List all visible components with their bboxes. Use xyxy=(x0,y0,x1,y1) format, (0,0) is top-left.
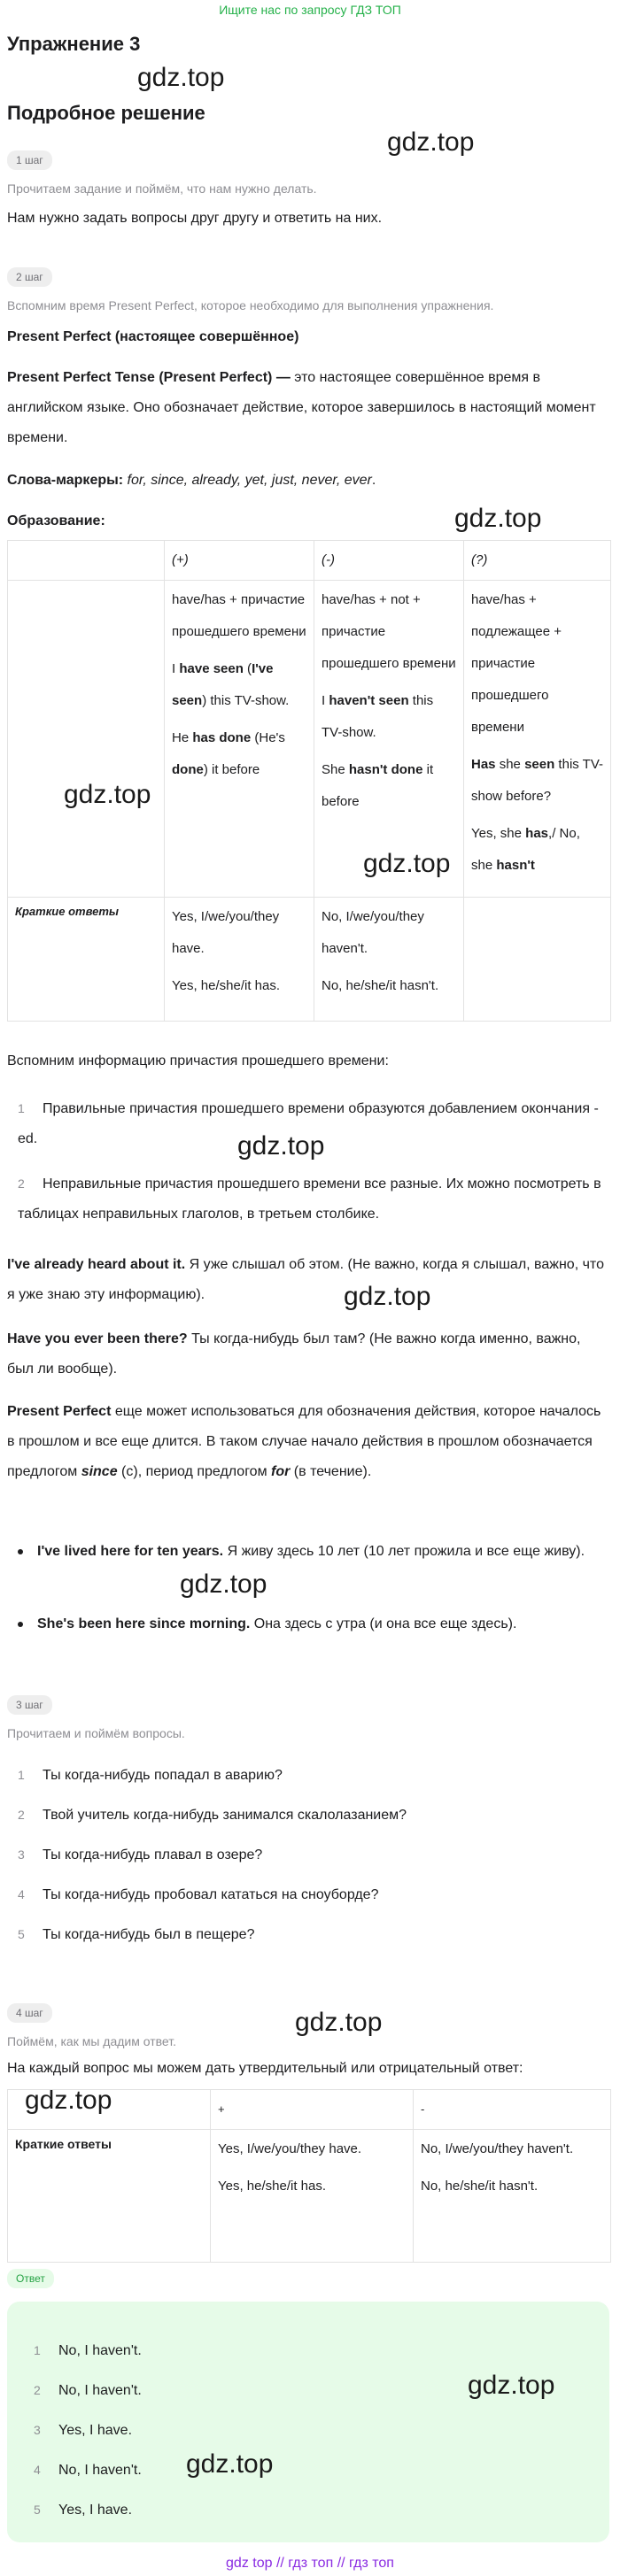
step-badge: 4 шаг xyxy=(7,2003,52,2023)
bullet-item: I've lived here for ten years. Я живу здесь 10 лет (10 лет прожила и все еще живу). xyxy=(18,1537,602,1567)
short-answer: No, I/we/you/they haven't. xyxy=(421,2141,574,2156)
bullet-dot xyxy=(18,1549,23,1554)
definition-paragraph xyxy=(7,363,609,453)
watermark: gdz.top xyxy=(64,780,151,809)
term: Present Perfect Tense (Present Perfect) — xyxy=(7,370,291,385)
answer-item: 4 No, I haven't. xyxy=(34,2463,142,2478)
markers-list: for, since, already, yet, just, never, ever xyxy=(123,473,372,488)
short-answer: Yes, he/she/it has. xyxy=(172,978,281,993)
list-number: 2 xyxy=(18,1176,25,1191)
watermark: gdz.top xyxy=(468,2371,555,2400)
header-positive: (+) xyxy=(165,541,314,581)
short-answers-label: Краткие ответы xyxy=(8,2130,211,2263)
negative-example: She hasn't done it before xyxy=(322,762,434,809)
header-negative: - xyxy=(414,2090,611,2130)
short-answer: No, he/she/it hasn't. xyxy=(322,978,439,993)
short-positive-cell xyxy=(211,2130,414,2263)
short-answer: Yes, he/she/it has. xyxy=(218,2179,327,2194)
question-item: 5 Ты когда-нибудь был в пещере? xyxy=(18,1927,255,1942)
table-cell xyxy=(8,2090,211,2130)
step-hint: Вспомним время Present Perfect, которое необходимо для выполнения упражнения. xyxy=(7,298,494,312)
short-negative-cell xyxy=(414,2130,611,2263)
short-answers-table xyxy=(7,2089,611,2263)
answer-badge: Ответ xyxy=(7,2269,54,2288)
example-paragraph: I've already heard about it. Я уже слышал об этом. (Не важно, когда я слышал, важно, что я уже знаю эту информацию). xyxy=(7,1257,604,1302)
answer-item: 5 Yes, I have. xyxy=(34,2503,133,2518)
participle-intro: Вспомним информацию причастия прошедшего времени: xyxy=(7,1053,389,1068)
step-badge: 3 шаг xyxy=(7,1695,52,1715)
question-rule: have/has + подлежащее + причастие прошедшего времени xyxy=(471,592,562,735)
answer-item: 1 No, I haven't. xyxy=(34,2343,142,2358)
watermark: gdz.top xyxy=(237,1131,325,1161)
section-heading: Present Perfect (настоящее совершённое) xyxy=(7,329,299,344)
question-example: Yes, she has,/ No, she hasn't xyxy=(471,826,580,873)
search-banner[interactable]: Ищите нас по запросу ГДЗ ТОП xyxy=(219,3,401,17)
short-positive-cell xyxy=(165,898,314,1022)
positive-cell xyxy=(165,581,314,898)
question-item: 1 Ты когда-нибудь попадал в аварию? xyxy=(18,1768,283,1783)
short-answer: Yes, I/we/you/they have. xyxy=(172,909,280,956)
short-negative-cell xyxy=(314,898,464,1022)
list-item: 1 Правильные причастия прошедшего времени образуются добавлением окончания -ed. xyxy=(18,1093,602,1154)
question-item: 3 Ты когда-нибудь плавал в озере? xyxy=(18,1847,263,1863)
solution-heading: Подробное решение xyxy=(7,102,205,124)
list-number: 1 xyxy=(18,1101,25,1115)
watermark: gdz.top xyxy=(363,849,451,878)
answer-item: 3 Yes, I have. xyxy=(34,2423,133,2438)
question-item: 2 Твой учитель когда-нибудь занимался скалолазанием? xyxy=(18,1808,407,1823)
header-negative: (-) xyxy=(314,541,464,581)
watermark: gdz.top xyxy=(454,504,542,533)
watermark: gdz.top xyxy=(295,2008,383,2037)
step-text: На каждый вопрос мы можем дать утвердительный или отрицательный ответ: xyxy=(7,2061,523,2076)
present-perfect-note: Present Perfect еще может использоваться для обозначения действия, которое началось в прошлом и все еще длится. В таком случае начало действия в прошлом обозначается предлогом since (с), период предлогом for (в течение). xyxy=(7,1404,601,1479)
negative-example: I haven't seen this TV-show. xyxy=(322,693,434,740)
header-positive: + xyxy=(211,2090,414,2130)
step-hint: Поймём, как мы дадим ответ. xyxy=(7,2034,176,2048)
markers-label: Слова-маркеры: xyxy=(7,473,124,488)
list-item: 2 Неправильные причастия прошедшего времени все разные. Их можно посмотреть в таблицах неправильных глаголов, в третьем столбике. xyxy=(18,1168,602,1230)
footer-links[interactable]: gdz top // гдз топ // гдз топ xyxy=(226,2556,394,2571)
step-hint: Прочитаем и поймём вопросы. xyxy=(7,1726,185,1740)
positive-rule: have/has + причастие прошедшего времени xyxy=(172,592,306,639)
question-item: 4 Ты когда-нибудь пробовал кататься на сноуборде? xyxy=(18,1887,379,1902)
positive-example: He has done (He's done) it before xyxy=(172,730,285,777)
watermark: gdz.top xyxy=(387,127,475,157)
formation-label: Образование: xyxy=(7,513,105,528)
example-paragraph: Have you ever been there? Ты когда-нибудь был там? (Не важно когда именно, важно, был ли вообще). xyxy=(7,1331,581,1377)
table-cell xyxy=(8,581,165,898)
question-example: Has she seen this TV-show before? xyxy=(471,757,604,804)
negative-rule: have/has + not + причастие прошедшего времени xyxy=(322,592,456,671)
watermark: gdz.top xyxy=(344,1282,431,1311)
exercise-title: Упражнение 3 xyxy=(7,33,141,55)
step-text: Нам нужно задать вопросы друг другу и ответить на них. xyxy=(7,211,383,226)
watermark: gdz.top xyxy=(180,1570,267,1599)
positive-example: I have seen (I've seen) this TV-show. xyxy=(172,661,290,708)
watermark: gdz.top xyxy=(186,2449,274,2479)
answer-item: 2 No, I haven't. xyxy=(34,2383,142,2398)
short-answer: No, I/we/you/they haven't. xyxy=(322,909,424,956)
watermark: gdz.top xyxy=(25,2086,112,2115)
step-hint: Прочитаем задание и поймём, что нам нужно делать. xyxy=(7,181,317,196)
bullet-item: She's been here since morning. Она здесь с утра (и она все еще здесь). xyxy=(18,1609,602,1639)
step-badge: 2 шаг xyxy=(7,267,52,287)
table-cell xyxy=(464,898,611,1022)
markers-end: . xyxy=(371,473,376,488)
step-badge: 1 шаг xyxy=(7,150,52,170)
short-answers-label: Краткие ответы xyxy=(8,898,165,1022)
markers-line xyxy=(7,466,609,496)
short-answer: No, he/she/it hasn't. xyxy=(421,2179,539,2194)
question-cell xyxy=(464,581,611,898)
definition-text: это настоящее совершённое время в английском языке. Оно обозначает действие, которое завершилось в настоящий момент времени. xyxy=(7,370,596,445)
table-cell xyxy=(8,541,165,581)
watermark: gdz.top xyxy=(137,63,225,92)
header-question: (?) xyxy=(464,541,611,581)
short-answer: Yes, I/we/you/they have. xyxy=(218,2141,362,2156)
bullet-dot xyxy=(18,1622,23,1627)
